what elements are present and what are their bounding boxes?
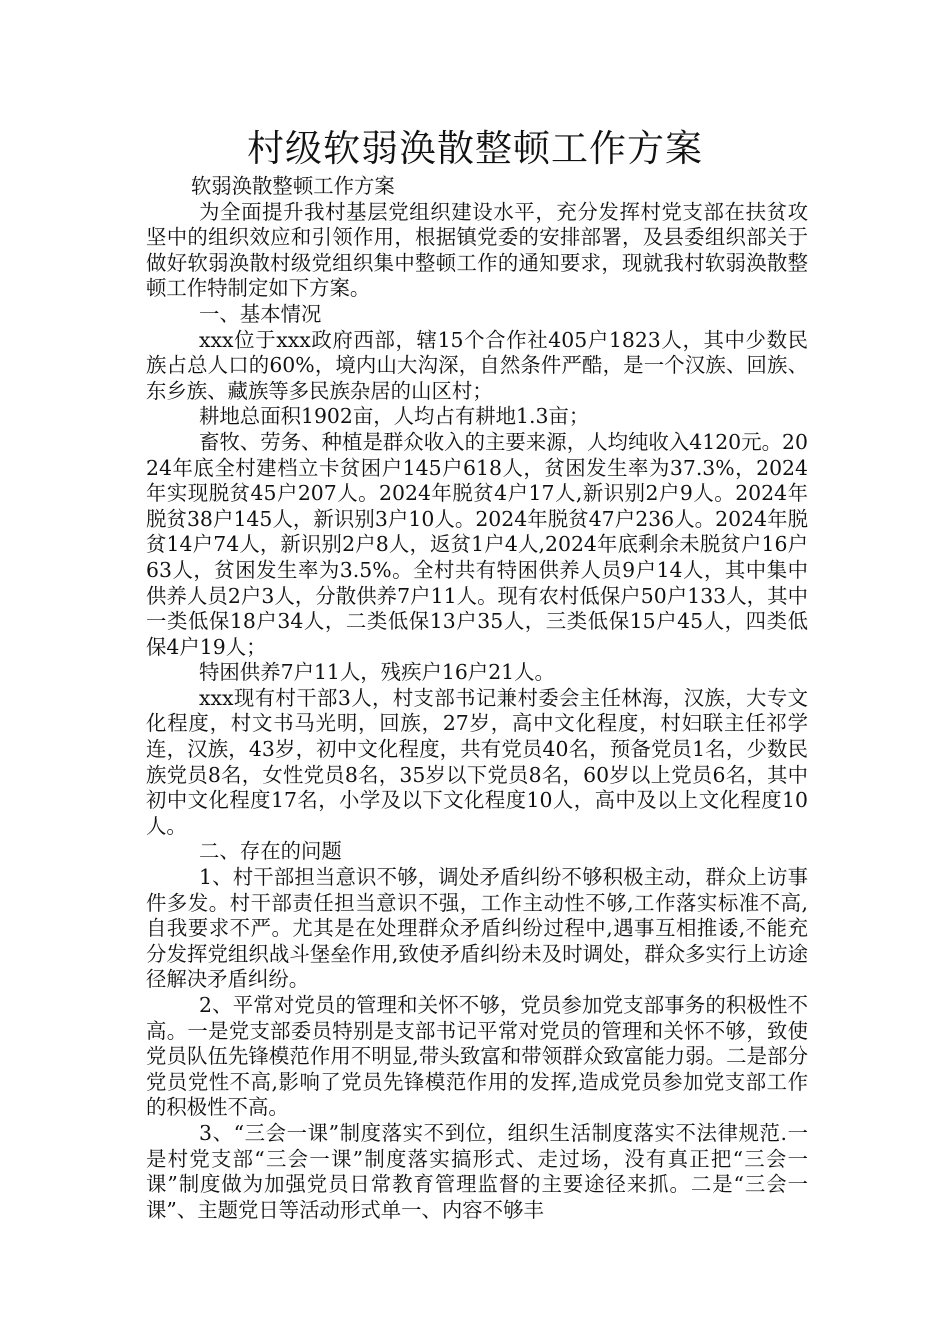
paragraph-income-poverty: 畜牧、劳务、种植是群众收入的主要来源，人均纯收入4120元。2024年底全村建档立卡贫困户145户618人，贫困发生率为37.3%，2024年实现脱贫45户207人。2024年脱贫4户17人,新识别2户9人。2024年脱贫38户145人，新识别3户10人。2024年脱贫47户236人。2024年脱贫14户74人，新识别2户8人，返贫1户4人,2024年底剩余未脱贫户16户63人，贫困发生率为3.5%。全村共有特困供养人员9户14人，其中集中供养人员2户3人，分散供养7户11人。现有农村低保户50户133人，其中一类低保18户34人，二类低保13户35人，三类低保15户45人，四类低保4户19人； (146, 429, 808, 659)
paragraph-problem-1: 1、村干部担当意识不够，调处矛盾纠纷不够积极主动，群众上访事件多发。村干部责任担当意识不强，工作主动性不够,工作落实标准不高,自我要求不严。尤其是在处理群众矛盾纠纷过程中,遇事互相推诿,不能充分发挥党组织战斗堡垒作用,致使矛盾纠纷未及时调处，群众多实行上访途径解决矛盾纠纷。 (146, 865, 808, 992)
paragraph-intro: 为全面提升我村基层党组织建设水平，充分发挥村党支部在扶贫攻坚中的组织效应和引领作用，根据镇党委的安排部署，及县委组织部关于做好软弱涣散村级党组织集中整顿工作的通知要求，现就我村软弱涣散整顿工作特制定如下方案。 (146, 199, 808, 301)
document-title: 村级软弱涣散整顿工作方案 (247, 127, 703, 170)
section-heading-basic-situation: 一、基本情况 (199, 301, 322, 326)
paragraph-problem-2: 2、平常对党员的管理和关怀不够，党员参加党支部事务的积极性不高。一是党支部委员特别是支部书记平常对党员的管理和关怀不够，致使党员队伍先锋模范作用不明显,带头致富和带领群众致富能力弱。二是部分党员党性不高,影响了党员先锋模范作用的发挥,造成党员参加党支部工作的积极性不高。 (146, 993, 808, 1120)
paragraph-special-support: 特困供养7户11人，残疾户16户21人。 (199, 660, 555, 685)
document-subtitle: 软弱涣散整顿工作方案 (190, 174, 395, 198)
paragraph-village-overview: xxx位于xxx政府西部，辖15个合作社405户1823人，其中少数民族占总人口的60%，境内山大沟深，自然条件严酷，是一个汉族、回族、东乡族、藏族等多民族杂居的山区村； (146, 327, 808, 403)
section-heading-problems: 二、存在的问题 (199, 839, 342, 864)
paragraph-problem-3: 3、“三会一课”制度落实不到位，组织生活制度落实不法律规范.一是村党支部“三会一课”制度落实搞形式、走过场，没有真正把“三会一课”制度做为加强党员日常教育管理监督的主要途径来抓。二是“三会一课”、主题党日等活动形式单一、内容不够丰 (146, 1120, 808, 1222)
paragraph-cadres-members: xxx现有村干部3人，村支部书记兼村委会主任林海，汉族，大专文化程度，村文书马光明，回族，27岁，高中文化程度，村妇联主任祁学连，汉族，43岁，初中文化程度，共有党员40名，预备党员1名，少数民族党员8名，女性党员8名，35岁以下党员8名，60岁以上党员6名，其中初中文化程度17名，小学及以下文化程度10人，高中及以上文化程度10人。 (146, 685, 808, 838)
paragraph-farmland: 耕地总面积1902亩，人均占有耕地1.3亩； (199, 404, 590, 429)
document-body (146, 174, 808, 1223)
